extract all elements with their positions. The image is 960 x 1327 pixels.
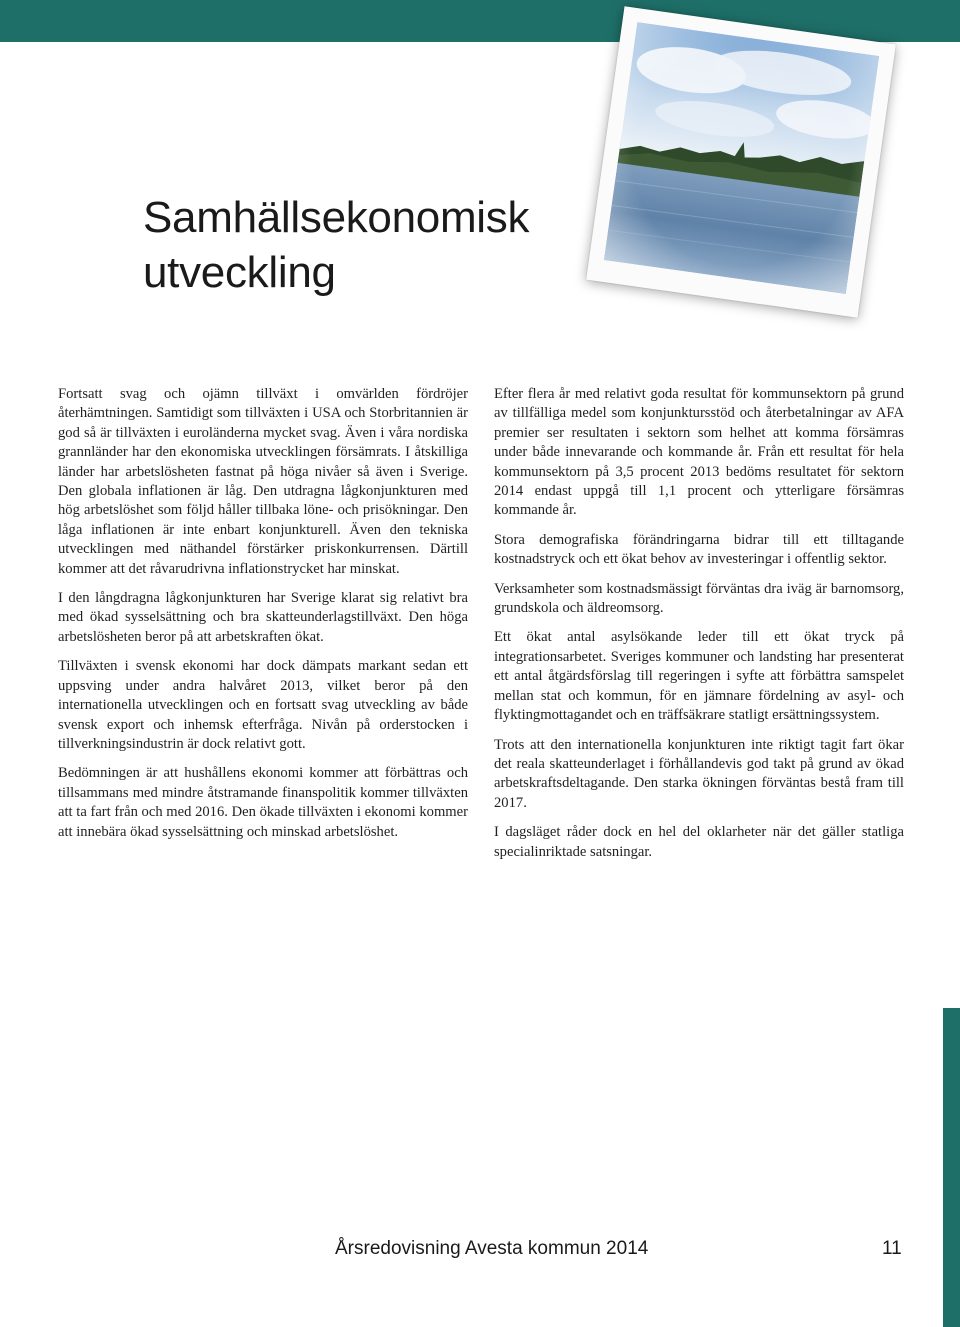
page-title [143,190,529,300]
paragraph: I den långdragna lågkonjunkturen har Sverige klarat sig relativt bra med ökad sysselsättning och bra skatteunderlagstillväxt. Den höga arbetslösheten beror på att arbetskraften ökat. [58,590,468,645]
photo-illustration [604,22,879,294]
footer-title: Årsredovisning Avesta kommun 2014 [335,1238,649,1259]
side-color-band [943,1008,960,1327]
paragraph: Efter flera år med relativt goda resultat för kommunsektorn på grund av tillfälliga medel som konjunktursstöd och återbetalningar av AFA premier ser resultaten i sektorn som helhet att komma försämras under både innevarande och kommande år. Från ett resultat för hela kommunsektorn på 3,5 procent 2013 bedöms resultatet för sektorn 2014 endast uppgå till 1,1 procent och ytterligare försämras kommande år. [494,386,904,519]
paragraph: Stora demografiska förändringarna bidrar till ett tilltagande kostnadstryck och ett ökat behov av investeringar i offentlig sektor. [494,531,904,568]
paragraph: I dagsläget råder dock en hel del oklarheter när det gäller statliga specialinriktade satsningar. [494,824,904,860]
river-landscape-photo [604,22,879,294]
paragraph: Verksamheter som kostnadsmässigt förväntas dra iväg är barnomsorg, grundskola och äldreomsorg. [494,580,904,617]
page-number: 11 [882,1238,902,1259]
paragraph: Bedömningen är att hushållens ekonomi kommer att förbättras och tillsammans med mindre åtstramande finanspolitik kommer tillväxten att ta fart från och med 2016. Den ökade tillväxten i ekonomi kommer att innebära ökad sysselsättning och minskad arbetslöshet. [58,765,468,840]
page-title-line-1: Samhällsekonomisk [143,193,530,242]
paragraph: Tillväxten i svensk ekonomi har dock dämpats markant sedan ett uppsving under andra halvåret 2013, vilket beror på den internationella utvecklingen och en fortsatt svag utveckling av både svensk export och inhemsk efterfråga. Nivån på orderstocken i tillverkningsindustrin är dock relativt gott. [58,658,468,752]
right-text-column [494,385,904,872]
paragraph: Trots att den internationella konjunkturen inte riktigt tagit fart ökar det reala skatteunderlaget i förhållandevis god takt på grund av ökad arbetskraftsdeltagande. Den starka ökningen förväntas bestå fram till 2017. [494,736,904,811]
page-title-line-2: utveckling [143,248,336,297]
left-text-column [58,385,468,852]
paragraph: Fortsatt svag och ojämn tillväxt i omvärlden fördröjer återhämtningen. Samtidigt som tillväxten i USA och Storbritannien är god så är tillväxten i euroländerna mycket svag. Även i våra nordiska grannländer har den ekonomiska utvecklingen försämrats. I åtskilliga länder har arbetslösheten fastnat på höga nivåer så även i Sverige. Den globala inflationen är låg. Den utdragna lågkonjunkturen med hög arbetslöshet som följd håller tillbaka löne- och prisökningar. Den låga inflationen är inte enbart konjunkturell. Även den tekniska utvecklingen med näthandel förstärker priskonkurrensen. Därtill kommer att det råvarudrivna inflationstrycket har minskat. [58,386,468,577]
photo-frame [586,6,896,317]
paragraph: Ett ökat antal asylsökande leder till ett ökat tryck på integrationsarbetet. Sveriges kommuner och landsting har presenterat ett antal åtgärdsförslag till regeringen i syfte att förbättra samspelet mellan stat och kommun, för en jämnare fördelning av asyl- och flyktingmottagandet och en träffsäkrare statligt ersättningssystem. [494,629,904,724]
